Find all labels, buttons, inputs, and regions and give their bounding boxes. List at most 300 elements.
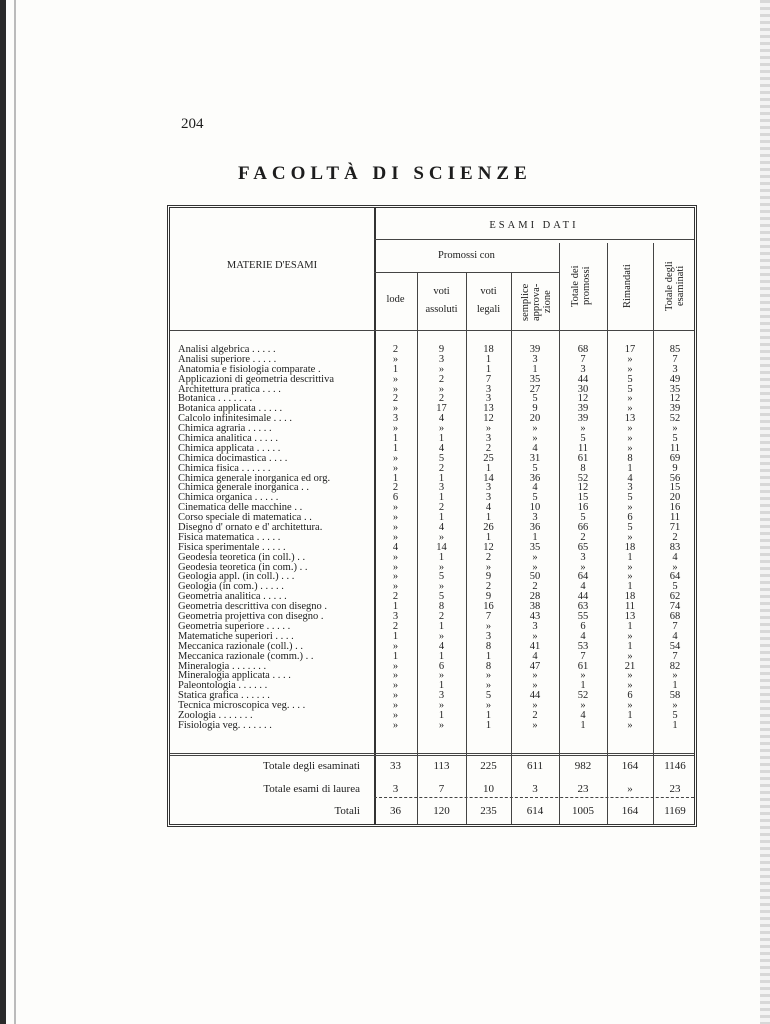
- cell-value: 5: [627, 522, 633, 534]
- table-row: [170, 671, 694, 681]
- cell-value: 1: [438, 551, 445, 563]
- cell-value: 5: [438, 571, 445, 583]
- cell-value: »: [438, 581, 445, 593]
- cell-value: »: [627, 719, 633, 731]
- subject-name: Geometria analitica . . . . .: [178, 592, 287, 603]
- cell-value: 1: [532, 531, 538, 543]
- cell-value: 1: [485, 353, 492, 365]
- cell-value: 3: [485, 393, 492, 405]
- cell-value: 8: [485, 640, 492, 652]
- page-title: FACOLTÀ DI SCIENZE: [238, 163, 532, 184]
- cell-value: 5: [532, 492, 538, 504]
- table-row: [170, 612, 694, 622]
- table-row: [170, 543, 694, 553]
- cell-value: »: [438, 363, 445, 375]
- cell-value: »: [485, 700, 492, 712]
- table-row: [170, 642, 694, 652]
- cell-value: »: [627, 561, 633, 573]
- cell-value: 35: [529, 541, 541, 553]
- cell-value: »: [532, 433, 538, 445]
- cell-value: »: [392, 383, 399, 395]
- subject-name: Analisi superiore . . . . .: [178, 354, 277, 365]
- cell-value: 1: [580, 680, 586, 692]
- cell-value: 64: [577, 571, 589, 583]
- cell-value: 1: [392, 442, 399, 454]
- cell-value: 16: [669, 502, 681, 514]
- cell-value: 1: [485, 709, 492, 721]
- cell-value: »: [392, 373, 399, 385]
- totals-value: »: [627, 783, 633, 795]
- cell-value: 82: [669, 660, 681, 672]
- cell-value: 3: [485, 630, 492, 642]
- cell-value: 9: [438, 344, 445, 355]
- cell-value: 21: [624, 660, 636, 672]
- table-row: [170, 414, 694, 424]
- subject-name: Tecnica microscopica veg. . . .: [178, 701, 306, 712]
- cell-value: 7: [672, 650, 678, 662]
- table-row: [170, 553, 694, 563]
- cell-value: »: [627, 433, 633, 445]
- cell-value: »: [438, 630, 445, 642]
- cell-value: 2: [392, 620, 399, 632]
- cell-value: 6: [580, 620, 586, 632]
- table-row: [170, 721, 694, 731]
- cell-value: »: [392, 680, 399, 692]
- table-row: [170, 375, 694, 385]
- table-row: [170, 394, 694, 404]
- cell-value: 4: [580, 581, 586, 593]
- table-row: [170, 424, 694, 434]
- totals-value: 3: [532, 783, 538, 795]
- rule-subtotal: [170, 753, 694, 756]
- cell-value: »: [392, 522, 399, 534]
- table-row: [170, 582, 694, 592]
- cell-value: 14: [436, 541, 447, 553]
- cell-value: 3: [627, 482, 633, 494]
- subject-name: Meccanica razionale (coll.) . .: [178, 641, 304, 652]
- table-row: [170, 503, 694, 513]
- cell-value: »: [485, 423, 492, 435]
- cell-value: 1: [580, 719, 586, 731]
- header-voti-legali-2: legali: [476, 304, 501, 315]
- cell-value: 17: [436, 403, 447, 415]
- cell-value: »: [580, 561, 586, 573]
- cell-value: 2: [392, 344, 399, 355]
- cell-value: 2: [438, 502, 445, 514]
- subject-name: Chimica fisica . . . . . .: [178, 463, 271, 474]
- cell-value: 2: [392, 591, 399, 603]
- cell-value: »: [672, 670, 678, 682]
- cell-value: 4: [438, 413, 445, 425]
- cell-value: 3: [532, 620, 538, 632]
- cell-value: 1: [438, 680, 445, 692]
- cell-value: 2: [532, 709, 538, 721]
- table-row: [170, 533, 694, 543]
- totals-value: 1146: [664, 760, 686, 772]
- cell-value: 1: [485, 719, 492, 731]
- cell-value: 3: [580, 551, 586, 563]
- cell-value: »: [627, 363, 633, 375]
- table-row: [170, 652, 694, 662]
- subject-name: Mineralogia . . . . . . .: [178, 661, 267, 672]
- cell-value: 1: [438, 472, 445, 484]
- cell-value: »: [392, 709, 399, 721]
- totals-value: 23: [669, 783, 681, 795]
- cell-value: 64: [669, 571, 681, 583]
- table-body: [170, 345, 694, 731]
- cell-value: »: [532, 561, 538, 573]
- cell-value: »: [532, 551, 538, 563]
- cell-value: 3: [485, 482, 492, 494]
- cell-value: 15: [669, 482, 681, 494]
- cell-value: 3: [485, 383, 492, 395]
- totals-value: 7: [438, 783, 445, 795]
- table-row: [170, 563, 694, 573]
- cell-value: 3: [392, 611, 399, 623]
- cell-value: »: [392, 353, 399, 365]
- cell-value: 27: [529, 383, 541, 395]
- subject-name: Disegno d' ornato e d' architettura.: [178, 523, 323, 534]
- cell-value: 1: [438, 709, 445, 721]
- cell-value: 3: [532, 353, 538, 365]
- rule-esami-dati: [374, 239, 694, 240]
- cell-value: »: [532, 719, 538, 731]
- header-materie: MATERIE D'ESAMI: [226, 260, 318, 271]
- cell-value: »: [392, 502, 399, 514]
- subject-name: Fisiologia veg. . . . . . .: [178, 720, 272, 731]
- cell-value: 4: [438, 442, 445, 454]
- cell-value: »: [532, 680, 538, 692]
- subject-name: Fisica matematica . . . . .: [178, 532, 281, 543]
- cell-value: 31: [529, 452, 541, 464]
- cell-value: »: [627, 571, 633, 583]
- cell-value: »: [532, 423, 538, 435]
- cell-value: »: [392, 531, 399, 543]
- cell-value: 12: [669, 393, 681, 405]
- totals-value: 614: [526, 805, 544, 817]
- cell-value: 30: [577, 383, 589, 395]
- cell-value: 36: [529, 522, 541, 534]
- cell-value: 1: [672, 680, 678, 692]
- cell-value: 4: [627, 472, 633, 484]
- cell-value: 41: [529, 640, 541, 652]
- header-lode: lode: [386, 294, 405, 305]
- cell-value: 1: [392, 472, 399, 484]
- cell-value: 16: [577, 502, 589, 514]
- cell-value: 4: [532, 482, 538, 494]
- cell-value: »: [627, 423, 633, 435]
- cell-value: 3: [580, 363, 586, 375]
- cell-value: 1: [392, 650, 399, 662]
- cell-value: 11: [577, 442, 589, 454]
- table-row: [170, 474, 694, 484]
- cell-value: 4: [392, 541, 399, 553]
- cell-value: 1: [438, 433, 445, 445]
- cell-value: »: [532, 670, 538, 682]
- subject-name: Meccanica razionale (comm.) . .: [178, 651, 314, 662]
- cell-value: 1: [485, 650, 492, 662]
- table-row: [170, 355, 694, 365]
- cell-value: »: [438, 423, 445, 435]
- cell-value: 4: [438, 522, 445, 534]
- cell-value: 52: [577, 472, 589, 484]
- table-row: [170, 444, 694, 454]
- cell-value: »: [392, 452, 399, 464]
- cell-value: 2: [438, 462, 445, 474]
- cell-value: 35: [669, 383, 681, 395]
- cell-value: 9: [532, 403, 538, 415]
- cell-value: »: [627, 630, 633, 642]
- cell-value: »: [392, 690, 399, 702]
- cell-value: 61: [577, 660, 589, 672]
- cell-value: 8: [485, 660, 492, 672]
- cell-value: 2: [532, 581, 538, 593]
- cell-value: 5: [532, 462, 538, 474]
- subject-name: Geodesia teoretica (in coll.) . .: [178, 552, 306, 563]
- cell-value: 11: [669, 442, 681, 454]
- cell-value: »: [627, 680, 633, 692]
- cell-value: 52: [669, 413, 681, 425]
- cell-value: 12: [577, 482, 589, 494]
- cell-value: 4: [672, 630, 678, 642]
- totals-value: 982: [574, 760, 592, 772]
- cell-value: 7: [672, 353, 678, 365]
- cell-value: 7: [485, 373, 492, 385]
- cell-value: 63: [577, 601, 589, 613]
- cell-value: 56: [669, 472, 681, 484]
- cell-value: 36: [529, 472, 541, 484]
- cell-value: 49: [669, 373, 681, 385]
- cell-value: 1: [392, 630, 399, 642]
- subject-name: Botanica applicata . . . . .: [178, 404, 283, 415]
- exam-table: [167, 205, 697, 827]
- cell-value: 4: [438, 640, 445, 652]
- cell-value: »: [580, 700, 586, 712]
- totals-value: 164: [621, 805, 639, 817]
- cell-value: 5: [580, 433, 586, 445]
- totals-label: Totale esami di laurea: [263, 783, 360, 795]
- table-row: [170, 345, 694, 355]
- cell-value: 3: [438, 482, 445, 494]
- cell-value: 13: [624, 413, 636, 425]
- table-row: [170, 493, 694, 503]
- cell-value: »: [438, 561, 445, 573]
- cell-value: »: [438, 670, 445, 682]
- subject-name: Geologia (in com.) . . . . .: [178, 582, 284, 593]
- cell-value: 39: [529, 344, 541, 355]
- cell-value: 65: [577, 541, 589, 553]
- cell-value: 68: [577, 344, 589, 355]
- cell-value: »: [392, 660, 399, 672]
- subject-name: Chimica analitica . . . . .: [178, 434, 279, 445]
- header-voti-assoluti-2: assoluti: [425, 304, 458, 315]
- cell-value: 5: [627, 373, 633, 385]
- subject-name: Architettura pratica . . . .: [178, 384, 281, 395]
- cell-value: 8: [627, 452, 633, 464]
- cell-value: 5: [580, 512, 586, 524]
- subject-name: Applicazioni di geometria descrittiva: [178, 374, 334, 385]
- cell-value: 61: [577, 452, 589, 464]
- cell-value: 62: [669, 591, 681, 603]
- cell-value: 68: [669, 611, 681, 623]
- table-row: [170, 483, 694, 493]
- cell-value: 3: [485, 433, 492, 445]
- totals-label: Totale degli esaminati: [263, 760, 360, 772]
- cell-value: 6: [627, 512, 633, 524]
- subject-name: Geodesia teoretica (in com.) . .: [178, 562, 308, 573]
- cell-value: »: [627, 700, 633, 712]
- table-row: [170, 434, 694, 444]
- cell-value: 6: [392, 492, 399, 504]
- header-promossi-con: Promossi con: [438, 250, 495, 261]
- cell-value: 39: [577, 413, 589, 425]
- table-row: [170, 701, 694, 711]
- cell-value: 7: [580, 353, 586, 365]
- totals-value: 23: [577, 783, 589, 795]
- subject-name: Geometria descrittiva con disegno .: [178, 602, 327, 613]
- cell-value: 1: [438, 492, 445, 504]
- cell-value: 5: [672, 433, 678, 445]
- cell-value: 44: [577, 591, 589, 603]
- cell-value: »: [392, 719, 399, 731]
- cell-value: 4: [485, 502, 492, 514]
- subject-name: Chimica generale inorganica . .: [178, 483, 310, 494]
- cell-value: 4: [532, 650, 538, 662]
- cell-value: 5: [532, 393, 538, 405]
- cell-value: 3: [392, 413, 399, 425]
- subject-name: Cinematica delle macchine . .: [178, 503, 303, 514]
- cell-value: »: [627, 531, 633, 543]
- subject-name: Analisi algebrica . . . . .: [178, 345, 276, 355]
- cell-value: »: [672, 423, 678, 435]
- cell-value: 3: [485, 492, 492, 504]
- rule-promossi: [374, 272, 559, 273]
- subject-name: Mineralogia applicata . . . .: [178, 671, 291, 682]
- cell-value: 5: [672, 709, 678, 721]
- cell-value: »: [627, 353, 633, 365]
- cell-value: 25: [483, 452, 494, 464]
- table-row: [170, 632, 694, 642]
- subject-name: Geometria projettiva con disegno .: [178, 612, 324, 623]
- cell-value: 44: [529, 690, 541, 702]
- cell-value: 1: [627, 462, 633, 474]
- totals-label: Totali: [334, 805, 360, 817]
- subject-name: Chimica applicata . . . . .: [178, 443, 281, 454]
- totals-value: 611: [526, 760, 544, 772]
- table-row: [170, 513, 694, 523]
- cell-value: 53: [577, 640, 589, 652]
- cell-value: »: [485, 561, 492, 573]
- table-row: [170, 691, 694, 701]
- cell-value: »: [627, 502, 633, 514]
- cell-value: 2: [438, 611, 445, 623]
- header-voti-assoluti-1: voti: [433, 286, 450, 297]
- cell-value: 69: [669, 452, 681, 464]
- cell-value: 13: [483, 403, 494, 415]
- cell-value: 2: [580, 531, 586, 543]
- cell-value: 5: [672, 581, 678, 593]
- subject-name: Chimica generale inorganica ed org.: [178, 473, 331, 484]
- cell-value: 1: [438, 650, 445, 662]
- cell-value: 1: [485, 462, 492, 474]
- cell-value: »: [532, 630, 538, 642]
- cell-value: 3: [438, 690, 445, 702]
- header-esami-dati: ESAMI DATI: [489, 220, 579, 231]
- cell-value: 1: [392, 433, 399, 445]
- header-semplice: semplice approva- zione: [520, 283, 553, 321]
- cell-value: 2: [485, 551, 492, 563]
- cell-value: 1: [392, 601, 399, 613]
- table-row: [170, 711, 694, 721]
- totals-row: [170, 760, 694, 782]
- table-row: [170, 385, 694, 395]
- cell-value: 18: [624, 541, 636, 553]
- totals-value: 120: [433, 805, 450, 817]
- cell-value: 1: [627, 551, 633, 563]
- cell-value: 9: [672, 462, 678, 474]
- cell-value: 4: [532, 442, 538, 454]
- cell-value: »: [392, 581, 399, 593]
- cell-value: 5: [627, 492, 633, 504]
- cell-value: 6: [627, 690, 633, 702]
- cell-value: 5: [627, 383, 633, 395]
- totals-value: 1005: [572, 805, 594, 817]
- cell-value: 71: [669, 522, 681, 534]
- table-row: [170, 365, 694, 375]
- table-row: [170, 572, 694, 582]
- table-row: [170, 681, 694, 691]
- cell-value: 1: [672, 719, 678, 731]
- cell-value: 5: [438, 591, 445, 603]
- cell-value: 9: [485, 591, 492, 603]
- subject-name: Chimica organica . . . . .: [178, 493, 279, 504]
- cell-value: 2: [485, 581, 492, 593]
- cell-value: 8: [438, 601, 445, 613]
- cell-value: 11: [624, 601, 636, 613]
- cell-value: »: [580, 423, 586, 435]
- cell-value: 15: [577, 492, 589, 504]
- cell-value: »: [392, 640, 399, 652]
- cell-value: 16: [483, 601, 494, 613]
- cell-value: 47: [529, 660, 541, 672]
- subject-name: Statica grafica . . . . . .: [178, 691, 270, 702]
- cell-value: 2: [392, 482, 399, 494]
- cell-value: 28: [529, 591, 541, 603]
- cell-value: 1: [627, 640, 633, 652]
- cell-value: 20: [669, 492, 681, 504]
- cell-value: 12: [483, 541, 494, 553]
- cell-value: »: [532, 700, 538, 712]
- cell-value: 8: [580, 462, 586, 474]
- cell-value: 18: [624, 591, 636, 603]
- cell-value: 2: [392, 393, 399, 405]
- subject-name: Calcolo infinitesimale . . . .: [178, 414, 293, 425]
- cell-value: 58: [669, 690, 681, 702]
- subject-name: Geometria superiore . . . . .: [178, 621, 291, 632]
- cell-value: »: [438, 531, 445, 543]
- totals-value: 3: [392, 783, 399, 795]
- cell-value: 12: [577, 393, 589, 405]
- cell-value: 2: [672, 531, 678, 543]
- cell-value: 3: [438, 353, 445, 365]
- cell-value: 1: [485, 363, 492, 375]
- cell-value: »: [580, 670, 586, 682]
- table-row: [170, 464, 694, 474]
- cell-value: 83: [669, 541, 681, 553]
- cell-value: 2: [485, 442, 492, 454]
- cell-value: »: [392, 462, 399, 474]
- header-totale-esaminati: Totale degli esaminati: [664, 261, 686, 311]
